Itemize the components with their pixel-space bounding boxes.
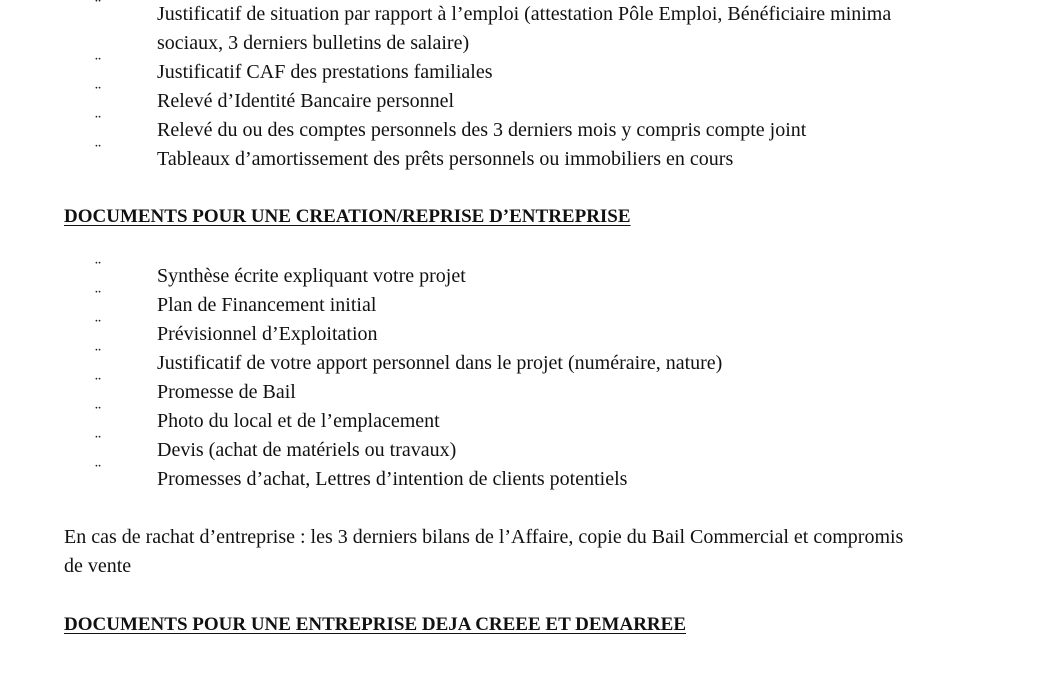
list-item — [0, 431, 897, 465]
bullet-icon: ¨ — [95, 257, 101, 277]
bullet-icon: ¨ — [95, 140, 101, 160]
list-item — [0, 140, 897, 174]
bullet-icon: ¨ — [95, 286, 101, 306]
list-item — [0, 402, 897, 436]
bullet-icon: ¨ — [95, 344, 101, 364]
list-item-text: Justificatif CAF des prestations familiales — [157, 61, 493, 83]
bullet-icon: ¨ — [95, 460, 101, 480]
list-item-text: Justificatif de votre apport personnel dans le projet (numéraire, nature) — [157, 352, 723, 374]
list-item-text: Photo du local et de l’emplacement — [157, 410, 440, 432]
bullet-icon: ¨ — [95, 373, 101, 393]
bullet-icon: ¨ — [95, 402, 101, 422]
list-item-text: Promesses d’achat, Lettres d’intention de clients potentiels — [157, 468, 628, 490]
creation-documents-list — [0, 257, 897, 494]
bullet-icon: ¨ — [95, 0, 101, 15]
bullet-icon: ¨ — [95, 111, 101, 131]
bullet-icon: ¨ — [95, 82, 101, 102]
list-item — [0, 460, 897, 494]
acquisition-note: En cas de rachat d’entreprise : les 3 derniers bilans de l’Affaire, copie du Bail Commercial et compromis de vente — [64, 526, 904, 577]
list-item-text: Synthèse écrite expliquant votre projet — [157, 265, 466, 287]
list-item-text: Relevé du ou des comptes personnels des 3 derniers mois y compris compte joint — [157, 119, 807, 141]
section-heading-existing: DOCUMENTS POUR UNE ENTREPRISE DEJA CREEE ET DEMARREE — [64, 614, 686, 635]
list-item-text: Plan de Financement initial — [157, 294, 377, 316]
bullet-icon: ¨ — [95, 53, 101, 73]
personal-documents-list — [0, 0, 897, 174]
list-item-text: Justificatif de situation par rapport à l’emploi (attestation Pôle Emploi, Bénéficiaire minima sociaux, 3 derniers bulletins de salaire) — [157, 3, 892, 54]
list-item — [0, 111, 897, 145]
list-item — [0, 53, 897, 87]
list-item-text: Relevé d’Identité Bancaire personnel — [157, 90, 455, 112]
list-item-text: Prévisionnel d’Exploitation — [157, 323, 378, 345]
list-item-text: Tableaux d’amortissement des prêts personnels ou immobiliers en cours — [157, 148, 734, 170]
bullet-icon: ¨ — [95, 431, 101, 451]
list-item-text: Promesse de Bail — [157, 381, 296, 403]
list-item — [0, 286, 897, 320]
list-item — [0, 257, 897, 291]
list-item — [0, 373, 897, 407]
list-item-text: Devis (achat de matériels ou travaux) — [157, 439, 457, 461]
section-heading-creation: DOCUMENTS POUR UNE CREATION/REPRISE D’ENTREPRISE — [64, 206, 631, 227]
bullet-icon: ¨ — [95, 315, 101, 335]
list-item — [0, 344, 897, 378]
list-item — [0, 82, 897, 116]
list-item — [0, 0, 897, 58]
list-item — [0, 315, 897, 349]
